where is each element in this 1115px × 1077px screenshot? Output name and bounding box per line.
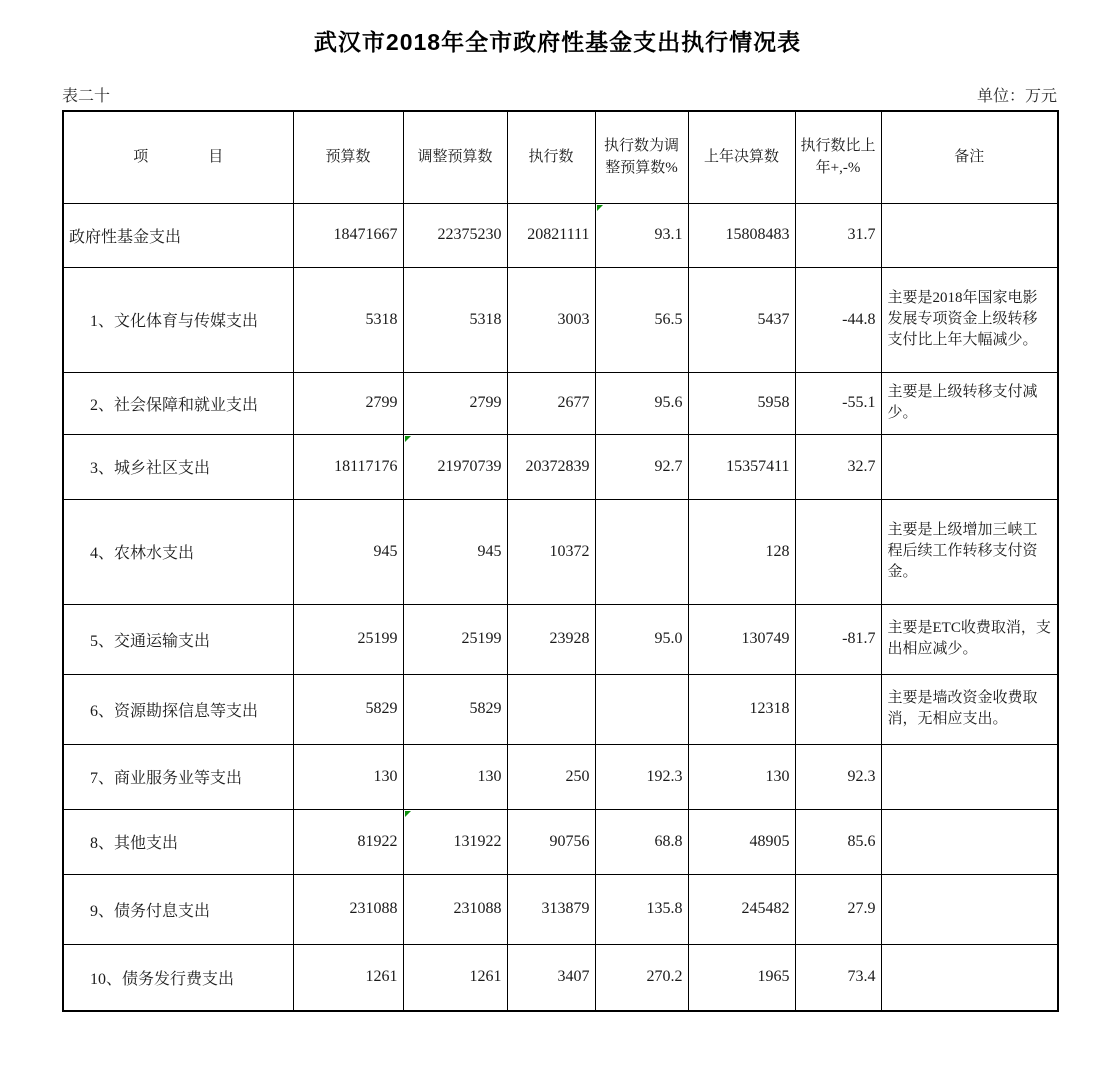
cell-text: 85.6: [847, 832, 876, 850]
vs-prev-year-cell: [795, 604, 881, 674]
cell-text: 3407: [557, 968, 590, 986]
cell-text: 10、债务发行费支出: [90, 970, 235, 988]
execution-pct-cell: [595, 372, 688, 434]
cell-text: 92.3: [847, 767, 876, 785]
cell-text: 8、其他支出: [90, 835, 179, 852]
cell-text: 130: [765, 767, 790, 785]
cell-text: 23928: [549, 630, 590, 647]
item-cell: [63, 944, 293, 1011]
header-row: [63, 111, 1058, 203]
cell-text: 130: [477, 767, 502, 785]
table-row: [63, 604, 1058, 674]
cell-text: 18117176: [334, 457, 398, 475]
prev-year-cell: [688, 604, 795, 674]
budget-cell: [293, 267, 403, 372]
cell-text: 68.8: [654, 832, 683, 850]
table-body: [63, 203, 1058, 1011]
prev-year-cell: [688, 674, 795, 744]
execution-pct-cell: [595, 267, 688, 372]
cell-text: 5829: [469, 700, 502, 717]
cell-text: 5318: [469, 310, 502, 328]
execution-cell: [507, 434, 595, 499]
table-row: [63, 809, 1058, 874]
budget-cell: [293, 372, 403, 434]
budget-cell: [293, 744, 403, 809]
execution-cell: [507, 874, 595, 944]
column-header-remarks: 备注: [881, 111, 1058, 203]
budget-cell: [293, 203, 403, 267]
adjusted-budget-cell: [403, 372, 507, 434]
prev-year-cell: [688, 499, 795, 604]
budget-cell: [293, 944, 403, 1011]
meta-row: [62, 86, 1057, 108]
execution-cell: [507, 744, 595, 809]
budget-cell: [293, 499, 403, 604]
adjusted-budget-cell: [403, 674, 507, 744]
item-cell: [63, 434, 293, 499]
cell-text: 135.8: [646, 900, 683, 917]
remark-cell: [881, 434, 1058, 499]
cell-text: 22375230: [437, 226, 502, 243]
adjusted-budget-cell: [403, 203, 507, 267]
execution-pct-cell: [595, 604, 688, 674]
cell-text: 48905: [749, 832, 790, 850]
adjusted-budget-cell: [403, 874, 507, 944]
cell-text: 主要是上级增加三峡工程后续工作转移支付资金。: [887, 521, 1038, 581]
prev-year-cell: [688, 809, 795, 874]
execution-cell: [507, 499, 595, 604]
budget-cell: [293, 434, 403, 499]
cell-text: 945: [373, 542, 398, 560]
cell-text: 92.7: [654, 457, 683, 475]
table-row: [63, 372, 1058, 434]
cell-text: 18471667: [333, 226, 398, 243]
page-title: 武汉市2018年全市政府性基金支出执行情况表: [313, 29, 802, 55]
cell-text: 90756: [549, 832, 590, 850]
table-row: [63, 944, 1058, 1011]
column-header-vs-prev-year: 执行数比上年+,-%: [795, 111, 881, 203]
item-cell: [63, 499, 293, 604]
cell-text: 128: [765, 542, 790, 560]
cell-text: 5829: [365, 700, 398, 717]
cell-text: 130: [373, 767, 398, 785]
execution-pct-cell: [595, 809, 688, 874]
column-header-prev-year-final: 上年决算数: [688, 111, 795, 203]
adjusted-budget-cell: [403, 809, 507, 874]
remark-cell: [881, 874, 1058, 944]
cell-text: 3003: [557, 310, 590, 328]
cell-text: 21970739: [437, 457, 502, 475]
vs-prev-year-cell: [795, 944, 881, 1011]
vs-prev-year-cell: [795, 809, 881, 874]
cell-text: 5958: [757, 394, 790, 411]
cell-text: 主要是上级转移支付减少。: [887, 383, 1038, 421]
remark-cell: [881, 499, 1058, 604]
adjusted-budget-cell: [403, 944, 507, 1011]
budget-cell: [293, 874, 403, 944]
cell-text: 56.5: [654, 310, 683, 328]
item-cell: [63, 267, 293, 372]
vs-prev-year-cell: [795, 674, 881, 744]
cell-text: 6、资源勘探信息等支出: [90, 702, 259, 720]
cell-text: 130749: [741, 630, 790, 647]
execution-pct-cell: [595, 944, 688, 1011]
execution-pct-cell: [595, 203, 688, 267]
cell-text: 31.7: [847, 226, 876, 243]
cell-text: 12318: [749, 700, 790, 717]
vs-prev-year-cell: [795, 267, 881, 372]
remark-cell: [881, 744, 1058, 809]
column-header-adjusted-budget: 调整预算数: [403, 111, 507, 203]
vs-prev-year-cell: [795, 499, 881, 604]
cell-text: 4、农林水支出: [90, 545, 195, 562]
remark-cell: [881, 944, 1058, 1011]
cell-text: 2677: [557, 394, 590, 411]
prev-year-cell: [688, 203, 795, 267]
execution-pct-cell: [595, 434, 688, 499]
cell-text: 2、社会保障和就业支出: [90, 396, 259, 414]
adjusted-budget-cell: [403, 267, 507, 372]
cell-text: 231088: [349, 900, 398, 917]
vs-prev-year-cell: [795, 203, 881, 267]
remark-cell: [881, 674, 1058, 744]
remark-cell: [881, 372, 1058, 434]
table-row: [63, 267, 1058, 372]
column-header-execution: 执行数: [507, 111, 595, 203]
budget-cell: [293, 674, 403, 744]
remark-cell: [881, 267, 1058, 372]
execution-pct-cell: [595, 674, 688, 744]
cell-text: 25199: [461, 630, 502, 647]
cell-text: 945: [477, 542, 502, 560]
cell-text: 政府性基金支出: [69, 228, 182, 246]
cell-text: 15808483: [725, 226, 790, 243]
prev-year-cell: [688, 434, 795, 499]
unit-label: 单位：万元: [976, 88, 1057, 105]
cell-text: -81.7: [842, 630, 876, 647]
table-row: [63, 674, 1058, 744]
table-row: [63, 499, 1058, 604]
cell-text: 2799: [365, 394, 398, 411]
cell-text: 250: [565, 767, 590, 785]
cell-text: 245482: [741, 900, 790, 917]
table-row: [63, 203, 1058, 267]
adjusted-budget-cell: [403, 434, 507, 499]
item-cell: [63, 744, 293, 809]
cell-text: 3、城乡社区支出: [90, 460, 211, 477]
cell-text: 95.6: [654, 394, 683, 411]
budget-table: [62, 110, 1059, 1012]
cell-text: 10372: [549, 542, 590, 560]
execution-cell: [507, 674, 595, 744]
cell-text: 192.3: [646, 767, 683, 785]
adjusted-budget-cell: [403, 499, 507, 604]
cell-text: 5437: [757, 310, 790, 328]
cell-text: 主要是墙改资金收费取消，无相应支出。: [887, 689, 1038, 727]
cell-text: 1965: [757, 968, 790, 986]
vs-prev-year-cell: [795, 744, 881, 809]
table-row: [63, 434, 1058, 499]
execution-cell: [507, 372, 595, 434]
budget-cell: [293, 809, 403, 874]
cell-text: -55.1: [842, 394, 876, 411]
execution-cell: [507, 944, 595, 1011]
cell-text: 73.4: [847, 968, 876, 986]
cell-error-marker-icon: [597, 205, 603, 211]
adjusted-budget-cell: [403, 744, 507, 809]
item-cell: [63, 604, 293, 674]
column-header-item: 项 目: [63, 111, 293, 203]
cell-text: 主要是ETC收费取消，支出相应减少。: [887, 619, 1051, 657]
execution-pct-cell: [595, 499, 688, 604]
execution-cell: [507, 809, 595, 874]
cell-text: 131922: [453, 832, 502, 850]
vs-prev-year-cell: [795, 874, 881, 944]
prev-year-cell: [688, 874, 795, 944]
cell-text: 20372839: [525, 457, 590, 475]
cell-text: 1261: [365, 968, 398, 986]
item-cell: [63, 674, 293, 744]
cell-text: 313879: [541, 900, 590, 917]
cell-text: 27.9: [847, 900, 876, 917]
cell-error-marker-icon: [405, 811, 411, 817]
column-header-execution-pct: 执行数为调整预算数%: [595, 111, 688, 203]
cell-text: 5318: [365, 310, 398, 328]
cell-text: 主要是2018年国家电影发展专项资金上级转移支付比上年大幅减少。: [887, 289, 1038, 349]
prev-year-cell: [688, 372, 795, 434]
execution-cell: [507, 267, 595, 372]
cell-text: 270.2: [646, 968, 683, 986]
budget-cell: [293, 604, 403, 674]
remark-cell: [881, 809, 1058, 874]
remark-cell: [881, 604, 1058, 674]
item-cell: [63, 372, 293, 434]
item-cell: [63, 203, 293, 267]
execution-pct-cell: [595, 874, 688, 944]
cell-text: 15357411: [726, 457, 790, 475]
execution-cell: [507, 203, 595, 267]
remark-cell: [881, 203, 1058, 267]
cell-text: 1、文化体育与传媒支出: [90, 313, 259, 330]
cell-text: 32.7: [847, 457, 876, 475]
execution-cell: [507, 604, 595, 674]
vs-prev-year-cell: [795, 434, 881, 499]
table-row: [63, 744, 1058, 809]
cell-text: 20821111: [527, 226, 590, 243]
table-number-label: 表二十: [62, 88, 111, 105]
cell-text: 25199: [357, 630, 398, 647]
cell-text: 231088: [453, 900, 502, 917]
cell-text: 2799: [469, 394, 502, 411]
item-cell: [63, 874, 293, 944]
cell-text: 9、债务付息支出: [90, 902, 211, 920]
prev-year-cell: [688, 267, 795, 372]
vs-prev-year-cell: [795, 372, 881, 434]
cell-text: -44.8: [842, 310, 876, 328]
cell-text: 5、交通运输支出: [90, 632, 211, 650]
execution-pct-cell: [595, 744, 688, 809]
cell-text: 93.1: [654, 226, 683, 243]
cell-text: 7、商业服务业等支出: [90, 770, 243, 787]
prev-year-cell: [688, 744, 795, 809]
prev-year-cell: [688, 944, 795, 1011]
column-header-budget: 预算数: [293, 111, 403, 203]
cell-text: 81922: [357, 832, 398, 850]
cell-error-marker-icon: [405, 436, 411, 442]
cell-text: 95.0: [654, 630, 683, 647]
adjusted-budget-cell: [403, 604, 507, 674]
item-cell: [63, 809, 293, 874]
table-row: [63, 874, 1058, 944]
cell-text: 1261: [469, 968, 502, 986]
